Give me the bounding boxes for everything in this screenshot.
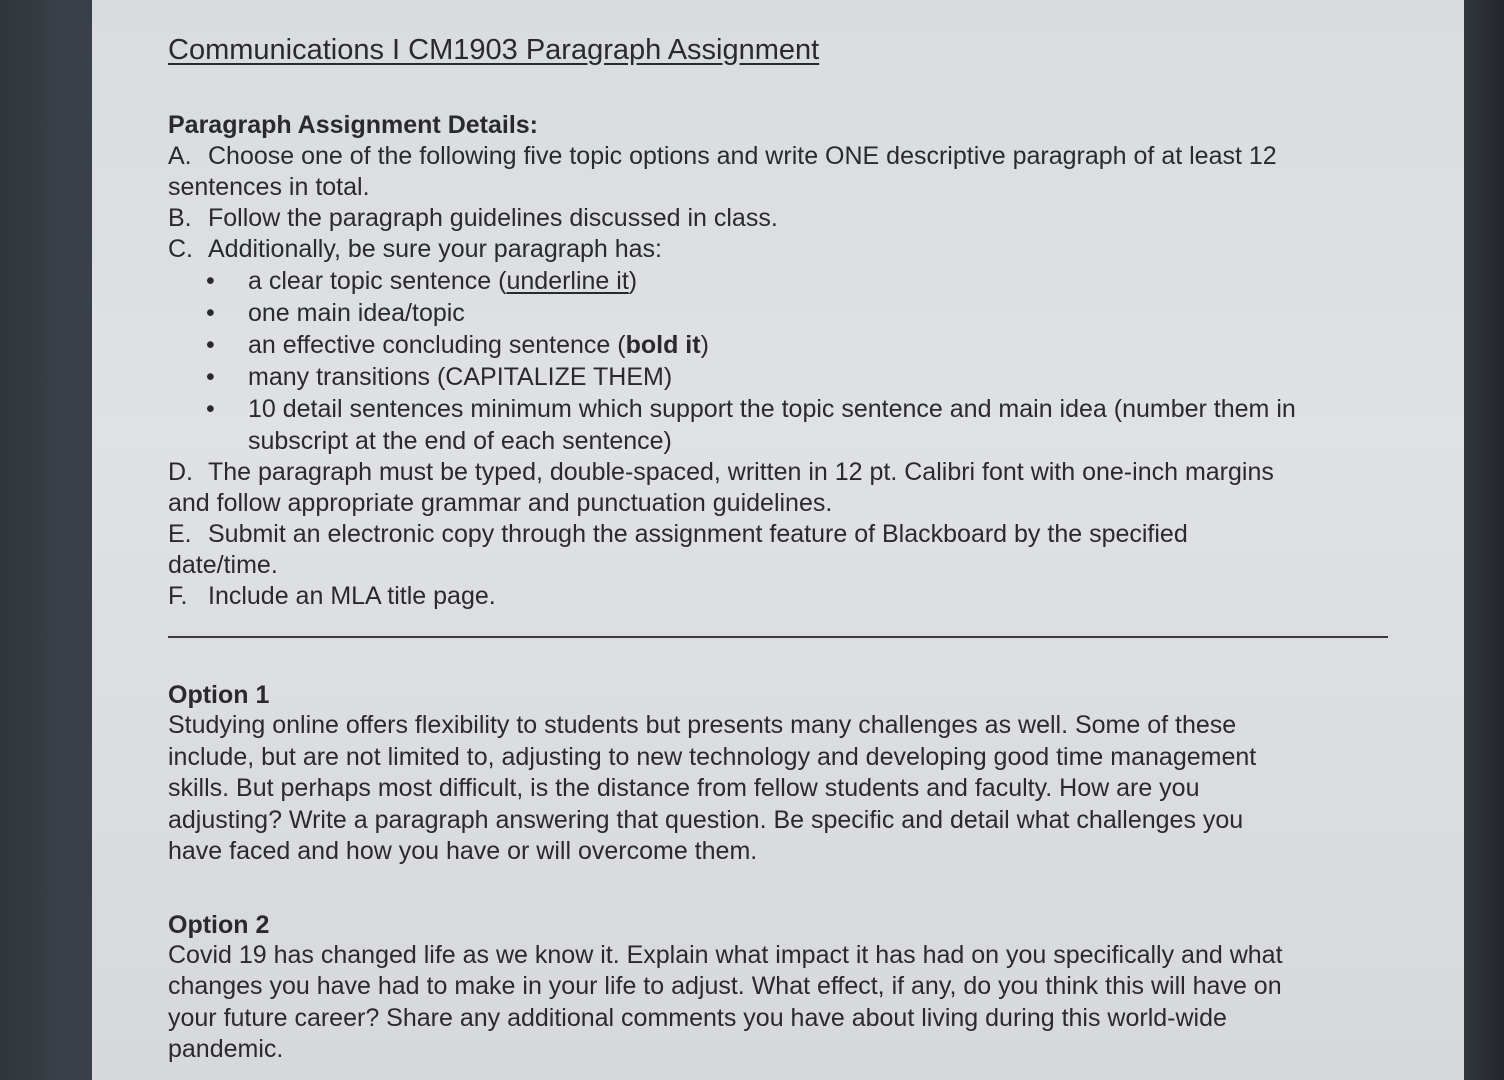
item-f-text: Include an MLA title page. [208, 582, 496, 610]
bold-it-text: bold it [625, 331, 701, 359]
item-a-letter: A. [168, 142, 192, 170]
document-content [168, 30, 1388, 1066]
bullet-dot: • [206, 299, 215, 327]
item-c [168, 234, 1388, 265]
document-title: Communications I CM1903 Paragraph Assignment [168, 34, 820, 66]
option-1-line: skills. But perhaps most difficult, is the distance from fellow students and faculty. How are you [168, 774, 1200, 802]
bullet-text: a clear topic sentence ( [248, 267, 507, 295]
item-a-text: Choose one of the following five topic options and write ONE descriptive paragraph of at least 12 [208, 142, 1277, 170]
option-2-heading: Option 2 [168, 910, 270, 939]
item-c-text: Additionally, be sure your paragraph has: [208, 235, 662, 263]
bullet-topic-sentence [168, 265, 1388, 297]
option-1-heading: Option 1 [168, 681, 270, 709]
bullet-text: ) [628, 267, 638, 295]
item-f [168, 581, 1388, 612]
bullet-concluding-sentence [168, 329, 1388, 361]
item-e-continued: date/time. [168, 551, 278, 579]
option-1-line: have faced and how you have or will overcome them. [168, 837, 758, 865]
item-e [168, 519, 1388, 550]
item-d-letter: D. [168, 458, 193, 486]
item-b-text: Follow the paragraph guidelines discussed in class. [208, 204, 778, 232]
option-2-line: your future career? Share any additional comments you have about living during this world-wide [168, 1003, 1227, 1032]
option-1-line: include, but are not limited to, adjusting to new technology and developing good time management [168, 742, 1257, 771]
bullet-dot: • [206, 267, 215, 295]
item-d [168, 457, 1388, 488]
bullet-text: an effective concluding sentence ( [248, 331, 626, 359]
option-1-line: Studying online offers flexibility to students but presents many challenges as well. Some of these [168, 711, 1237, 739]
bullet-dot: • [206, 363, 215, 391]
bullet-text: 10 detail sentences minimum which support the topic sentence and main idea (number them in [248, 395, 1296, 423]
option-2 [168, 910, 1388, 1066]
document-page [92, 0, 1464, 1080]
option-2-body [168, 940, 1388, 1066]
option-2-line: Covid 19 has changed life as we know it. Explain what impact it has had on you specifically and what [168, 940, 1283, 969]
option-1 [168, 680, 1388, 868]
item-c-letter: C. [168, 235, 193, 263]
requirements-list [168, 265, 1388, 457]
bullet-text-continued: subscript at the end of each sentence) [248, 427, 672, 455]
underline-it-text: underline it [506, 267, 629, 295]
option-1-body [168, 710, 1388, 868]
bullet-dot: • [206, 331, 215, 359]
bullet-detail-sentences [168, 393, 1388, 457]
item-a [168, 141, 1388, 172]
bullet-main-idea [168, 297, 1388, 329]
item-e-text: Submit an electronic copy through the assignment feature of Blackboard by the specified [208, 520, 1188, 548]
item-b-letter: B. [168, 204, 192, 232]
bullet-dot: • [206, 395, 215, 423]
option-1-line: adjusting? Write a paragraph answering that question. Be specific and detail what challenges you [168, 805, 1244, 834]
bullet-text: one main idea/topic [248, 299, 465, 327]
bullet-text: ) [700, 331, 709, 359]
details-heading: Paragraph Assignment Details: [168, 111, 539, 139]
item-d-text: The paragraph must be typed, double-spaced, written in 12 pt. Calibri font with one-inch margins [208, 458, 1274, 486]
bullet-transitions [168, 361, 1388, 393]
item-b [168, 203, 1388, 234]
bullet-text: many transitions (CAPITALIZE THEM) [248, 363, 673, 391]
option-2-line: changes you have had to make in your life to adjust. What effect, if any, do you think this will have on [168, 972, 1282, 1000]
option-2-line: pandemic. [168, 1035, 284, 1063]
item-d-continued: and follow appropriate grammar and punctuation guidelines. [168, 489, 833, 517]
item-e-letter: E. [168, 520, 192, 548]
item-a-continued: sentences in total. [168, 173, 370, 201]
item-f-letter: F. [168, 582, 188, 610]
horizontal-divider [168, 636, 1388, 638]
